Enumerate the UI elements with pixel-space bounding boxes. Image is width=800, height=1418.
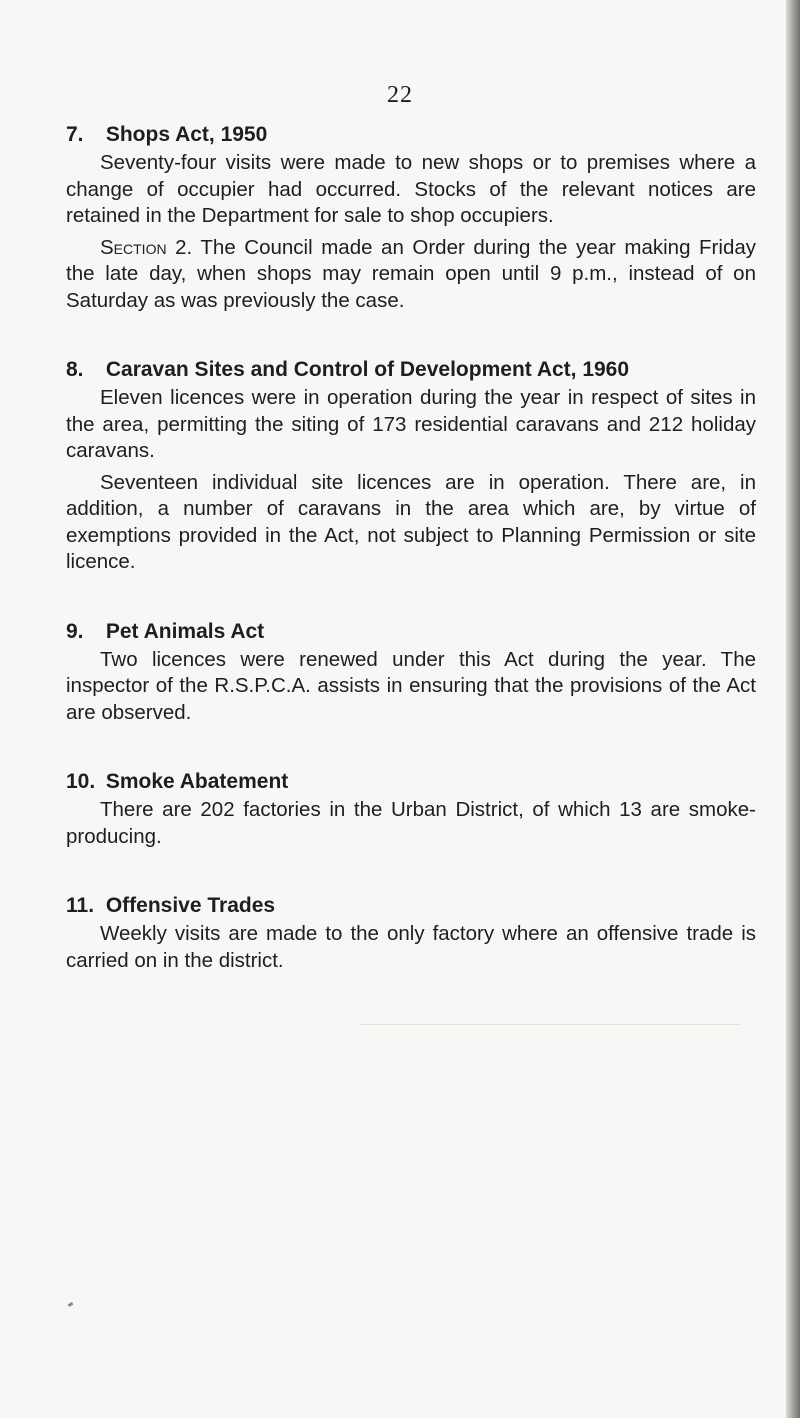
section-number: 8. [66,358,84,381]
section-heading [66,355,756,385]
page-number: 22 [387,82,413,108]
section-heading [66,617,756,647]
section-title: Smoke Abatement [105,770,289,793]
section-heading [66,891,756,921]
section-title: Pet Animals Act [105,619,265,643]
section-title: Caravan Sites and Control of Development Act, 1960 [105,358,630,381]
section-number: 7. [66,123,84,146]
section-number: 11. [66,894,95,917]
paragraph [66,235,756,315]
paragraph-text: The Council made an Order during the year making Friday the late day, when shops may remain open until 9 p.m., instead of on Saturday as was previously the case. [66,235,756,312]
page-edge-shadow [786,0,800,1418]
section-caravan-sites [66,355,756,576]
scan-speck [68,1302,74,1307]
paragraph: Two licences were renewed under this Act during the year. The inspector of the R.S.P.C.A. assists in ensuring that the provisions of the Act are observed. [66,647,756,724]
section-number: 10. [66,770,96,793]
paragraph: Seventeen individual site licences are in operation. There are, in addition, a number of caravans in the area which are, by virtue of exemptions provided in the Act, not subject to Planning Permission or site licence. [66,470,756,573]
section-pet-animals [66,617,756,727]
section-title: Shops Act, 1950 [105,123,268,146]
paragraph-lead: Section 2. [100,235,193,259]
paragraph: There are 202 factories in the Urban District, of which 13 are smoke-producing. [66,798,756,848]
paragraph: Eleven licences were in operation during the year in respect of sites in the area, permitting the siting of 173 residential caravans and 212 holiday caravans. [66,386,756,462]
section-offensive-trades [66,891,756,974]
document-body [66,120,756,1015]
section-smoke-abatement [66,767,756,850]
paragraph: Seventy-four visits were made to new shops or to premises where a change of occupier had occurred. Stocks of the relevant notices are retained in the Department for sale to shop occupiers. [66,151,756,227]
section-title: Offensive Trades [105,894,276,917]
scan-artifact-line [360,1024,740,1025]
paragraph: Weekly visits are made to the only factory where an offensive trade is carried on in the district. [66,922,756,972]
section-heading [66,767,756,797]
section-shops-act [66,120,756,314]
section-heading [66,120,756,150]
section-number: 9. [66,619,84,643]
